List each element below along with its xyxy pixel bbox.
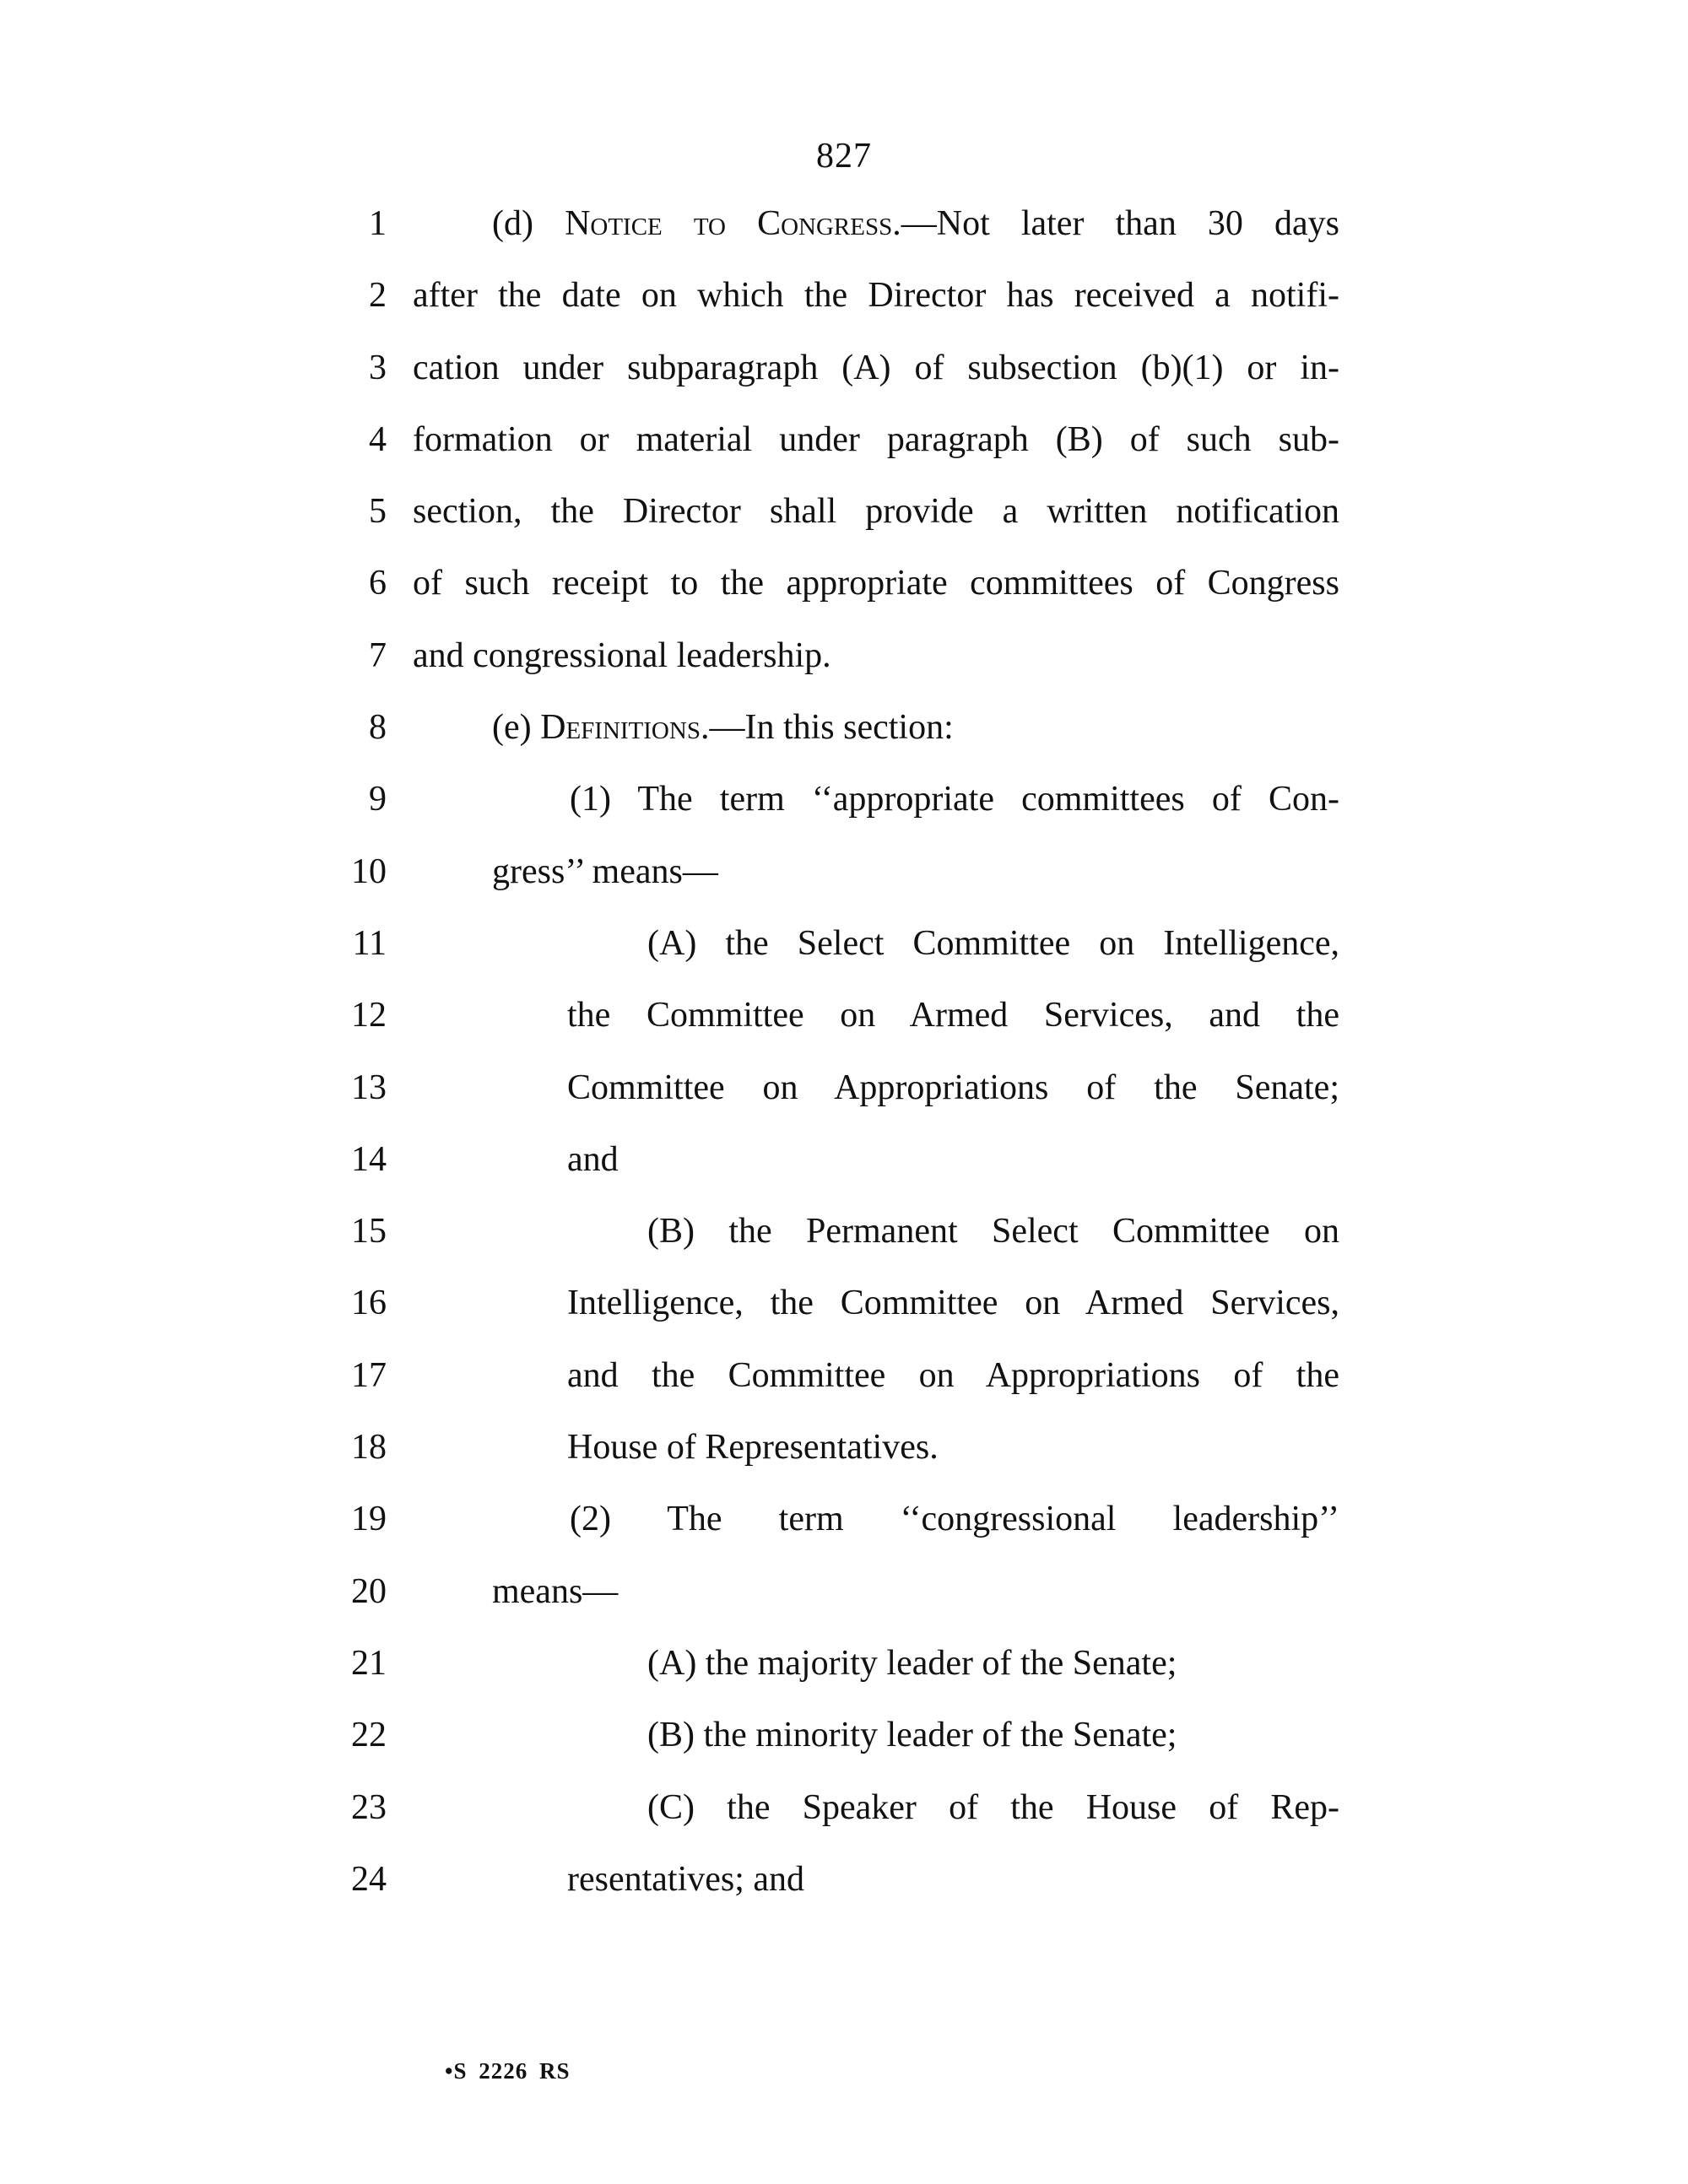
line-text: House of Representatives. <box>567 1428 939 1468</box>
text-line-1 <box>0 191 1688 262</box>
line-text: —In this section: <box>709 708 954 748</box>
line-text: cation under subparagraph (A) of subsection (b)(1) or in- <box>413 348 1339 387</box>
line-text: formation or material under paragraph (B) of such sub- <box>413 419 1339 459</box>
text-line-4 <box>0 407 1688 478</box>
subsection-label: (e) <box>492 708 541 748</box>
text-line-15 <box>0 1198 1688 1270</box>
line-text: means— <box>492 1571 619 1611</box>
line-text: the Committee on Armed Services, and the <box>567 996 1339 1035</box>
line-text: section, the Director shall provide a written notification <box>413 492 1339 532</box>
text-line-19 <box>0 1486 1688 1558</box>
subsection-heading: Notice to Congress. <box>565 204 901 243</box>
line-text: and <box>567 1139 619 1179</box>
line-text: (2) The term ‘‘congressional leadership’’ <box>570 1500 1339 1539</box>
bill-identifier-footer: •S 2226 RS <box>445 2058 571 2084</box>
line-text: and congressional leadership. <box>413 635 831 675</box>
line-text: (B) the minority leader of the Senate; <box>647 1716 1177 1755</box>
text-line-21 <box>0 1630 1688 1702</box>
text-line-11 <box>0 911 1688 982</box>
line-number: 3 <box>369 348 387 387</box>
line-number: 24 <box>351 1859 387 1899</box>
line-number: 5 <box>369 492 387 532</box>
line-number: 11 <box>352 923 387 963</box>
text-line-20 <box>0 1559 1688 1630</box>
text-line-22 <box>0 1702 1688 1774</box>
line-text: —Not later than 30 days <box>901 204 1339 243</box>
page-number: 827 <box>816 137 872 176</box>
text-line-6 <box>0 550 1688 622</box>
line-number: 6 <box>369 564 387 603</box>
line-text: and the Committee on Appropriations of the <box>567 1355 1339 1395</box>
line-text: (B) the Permanent Select Committee on <box>647 1212 1339 1251</box>
line-number: 9 <box>369 780 387 819</box>
subsection-e-heading-line <box>492 706 954 749</box>
line-number: 21 <box>351 1643 387 1683</box>
line-number: 7 <box>369 635 387 675</box>
line-text: after the date on which the Director has received a notifi- <box>413 276 1339 316</box>
line-number: 15 <box>351 1212 387 1251</box>
text-line-14 <box>0 1127 1688 1198</box>
bill-text-body <box>0 191 1688 1918</box>
text-line-3 <box>0 335 1688 407</box>
line-number: 4 <box>369 419 387 459</box>
line-text: Committee on Appropriations of the Senate; <box>567 1068 1339 1107</box>
text-line-16 <box>0 1270 1688 1342</box>
line-text: resentatives; and <box>567 1859 805 1899</box>
line-text: gress’’ means— <box>492 851 718 891</box>
text-line-24 <box>0 1846 1688 1918</box>
text-line-7 <box>0 623 1688 695</box>
line-number: 19 <box>351 1500 387 1539</box>
text-line-10 <box>0 839 1688 911</box>
subsection-d-heading-line <box>492 203 1339 245</box>
text-line-5 <box>0 478 1688 550</box>
line-text: of such receipt to the appropriate committees of Congress <box>413 564 1339 603</box>
line-number: 12 <box>351 996 387 1035</box>
line-number: 17 <box>351 1355 387 1395</box>
line-number: 22 <box>351 1716 387 1755</box>
text-line-13 <box>0 1055 1688 1127</box>
line-number: 14 <box>351 1139 387 1179</box>
text-line-9 <box>0 766 1688 838</box>
text-line-18 <box>0 1414 1688 1486</box>
line-text: (A) the Select Committee on Intelligence, <box>647 923 1339 963</box>
line-number: 23 <box>351 1787 387 1827</box>
line-text: (C) the Speaker of the House of Rep- <box>647 1787 1339 1827</box>
text-line-2 <box>0 262 1688 334</box>
line-text: (A) the majority leader of the Senate; <box>647 1643 1177 1683</box>
line-number: 10 <box>351 851 387 891</box>
line-number: 20 <box>351 1571 387 1611</box>
line-number: 13 <box>351 1068 387 1107</box>
text-line-23 <box>0 1775 1688 1846</box>
text-line-17 <box>0 1343 1688 1414</box>
subsection-heading: Definitions. <box>540 708 710 748</box>
text-line-12 <box>0 982 1688 1054</box>
line-number: 1 <box>369 204 387 243</box>
line-text: (1) The term ‘‘appropriate committees of Con- <box>570 780 1339 819</box>
subsection-label: (d) <box>492 204 565 243</box>
line-number: 16 <box>351 1284 387 1323</box>
line-number: 2 <box>369 276 387 316</box>
line-number: 18 <box>351 1428 387 1468</box>
line-text: Intelligence, the Committee on Armed Services, <box>567 1284 1339 1323</box>
text-line-8 <box>0 695 1688 766</box>
line-number: 8 <box>369 708 387 748</box>
